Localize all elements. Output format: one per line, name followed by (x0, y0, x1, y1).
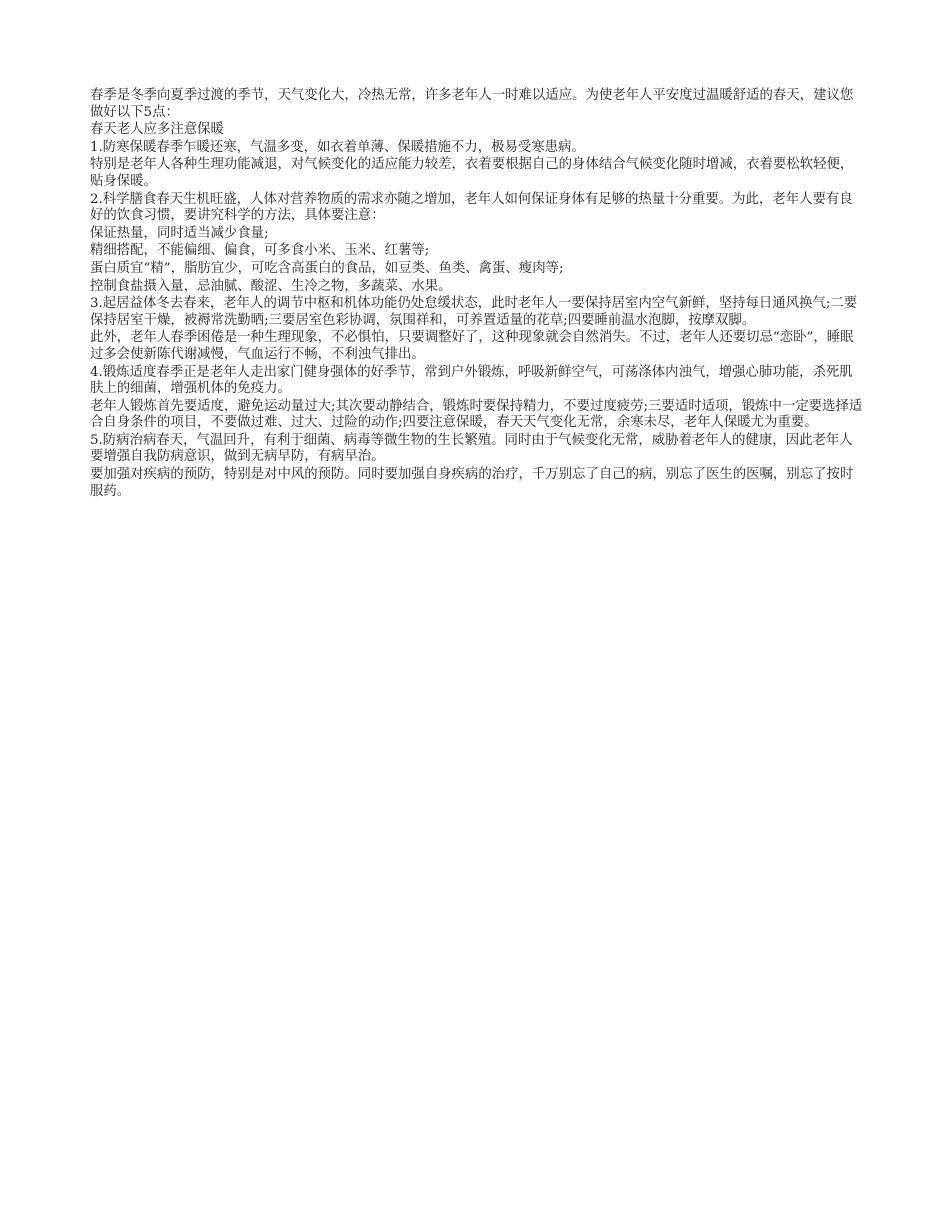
diet-item-4: 控制食盐摄入量，忌油腻、酸涩、生冷之物，多蔬菜、水果。 (90, 278, 452, 294)
point-1-detail: 特别是老年人各种生理功能减退，对气候变化的适应能力较差，衣着要根据自己的身体结合气候变化随时增减，衣着要松软轻便，贴身保暖。 (90, 157, 854, 189)
point-4-paragraph: 4.锻炼适度春季正是老年人走出家门健身强体的好季节，常到户外锻炼，呼吸新鲜空气，可荡涤体内浊气，增强心肺功能，杀死肌肤上的细菌，增强机体的免疫力。 (90, 364, 853, 397)
document-body (90, 88, 865, 501)
point-3-detail: 此外，老年人春季困倦是一种生理现象，不必惧怕，只要调整好了，这种现象就会自然消失。不过，老年人还要切忌“恋卧”，睡眠过多会使新陈代谢减慢，气血运行不畅，不利浊气排出。 (90, 330, 854, 362)
intro-paragraph: 春季是冬季向夏季过渡的季节，天气变化大，冷热无常，许多老年人一时难以适应。为使老年人平安度过温暖舒适的春天，建议您做好以下5点： (90, 88, 854, 120)
diet-item-2: 精细搭配，不能偏细、偏食，可多食小米、玉米、红薯等; (90, 243, 430, 259)
point-3-paragraph: 3.起居益体冬去春来，老年人的调节中枢和机体功能仍处怠缓状态，此时老年人一要保持居室内空气新鲜，坚持每日通风换气;二要保持居室干燥，被褥常洗勤晒;三要居室色彩协调，氛围祥和，可养置适量的花草;四要睡前温水泡脚，按摩双脚。 (90, 296, 858, 328)
point-2-paragraph: 2.科学膳食春天生机旺盛，人体对营养物质的需求亦随之增加，老年人如何保证身体有足够的热量十分重要。为此，老年人要有良好的饮食习惯，要讲究科学的方法，具体要注意： (90, 191, 853, 224)
diet-item-1: 保证热量，同时适当减少食量; (90, 225, 269, 241)
point-5-detail: 要加强对疾病的预防，特别是对中风的预防。同时要加强自身疾病的治疗，千万别忘了自己的病，别忘了医生的医嘱，别忘了按时服药。 (90, 467, 854, 499)
diet-item-3: 蛋白质宜“精”，脂肪宜少，可吃含高蛋白的食品，如豆类、鱼类、禽蛋、瘦肉等; (90, 260, 564, 276)
point-1-paragraph: 1.防寒保暖春季乍暖还寒，气温多变，如衣着单薄、保暖措施不力，极易受寒患病。 (90, 139, 585, 155)
point-5-paragraph: 5.防病治病春天，气温回升，有利于细菌、病毒等微生物的生长繁殖。同时由于气候变化无常，威胁着老年人的健康，因此老年人要增强自我防病意识，做到无病早防，有病早治。 (90, 432, 853, 465)
point-4-detail: 老年人锻炼首先要适度，避免运动量过大;其次要动静结合，锻炼时要保持精力，不要过度疲劳;三要适时适项，锻炼中一定要选择适合自身条件的项目，不要做过难、过大、过险的动作;四要注意保暖，春天天气变化无常，余寒未尽，老年人保暖尤为重要。 (90, 398, 863, 431)
section-heading: 春天老人应多注意保暖 (90, 122, 224, 138)
